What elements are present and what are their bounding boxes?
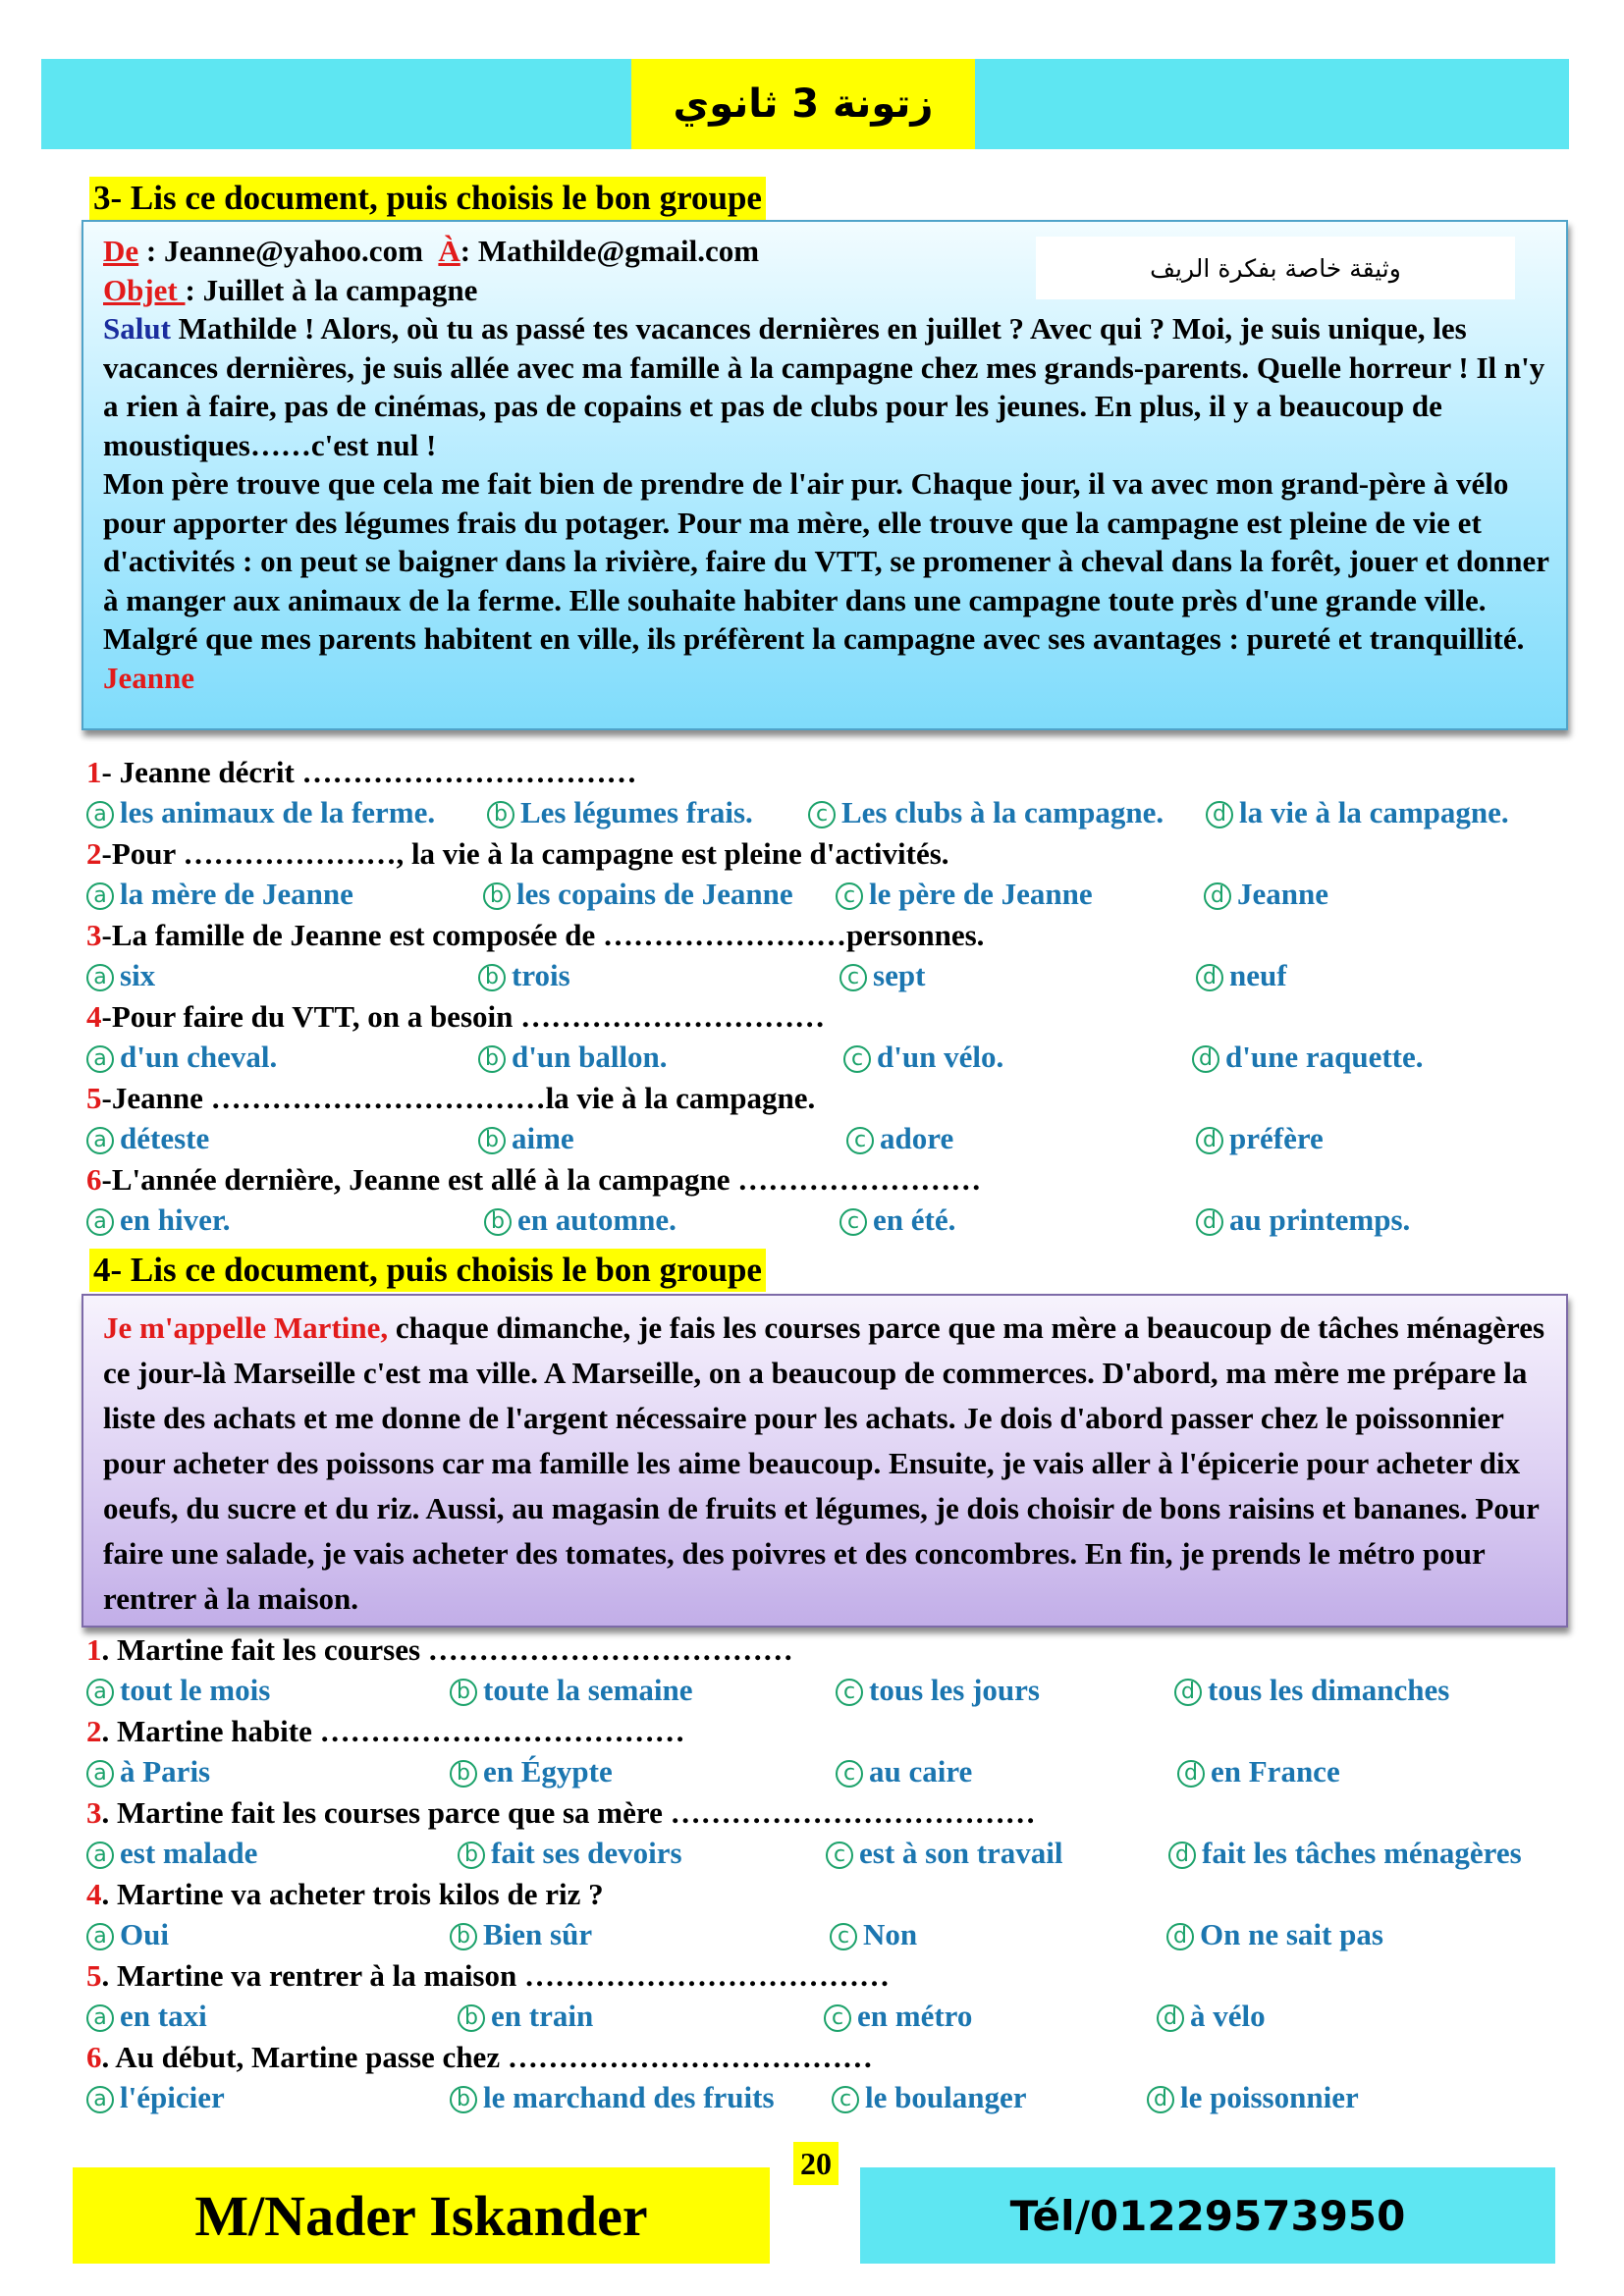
option-d[interactable]: d le poissonnier <box>1147 2080 1359 2115</box>
option-c[interactable]: c au caire <box>836 1754 972 1789</box>
option-d[interactable]: d neuf <box>1196 958 1287 993</box>
email-subject-line <box>103 271 1551 310</box>
option-c[interactable]: c le boulanger <box>832 2080 1026 2115</box>
question: 6. Au début, Martine passe chez ……………………………… <box>86 2040 873 2074</box>
martine-intro: Je m'appelle Martine, <box>103 1310 389 1345</box>
option-b[interactable]: b Bien sûr <box>450 1917 592 1952</box>
option-circle-icon: d <box>1192 1045 1219 1073</box>
email-document <box>81 220 1568 730</box>
option-circle-icon: b <box>450 2086 477 2113</box>
to-value: : Mathilde@gmail.com <box>460 234 760 268</box>
option-a[interactable]: a tout le mois <box>86 1673 270 1708</box>
option-a[interactable]: a à Paris <box>86 1754 210 1789</box>
signature: Jeanne <box>103 660 194 695</box>
option-circle-icon: c <box>839 964 867 991</box>
option-circle-icon: c <box>836 882 863 910</box>
option-circle-icon: d <box>1168 1842 1196 1869</box>
option-circle-icon: c <box>824 2004 851 2032</box>
option-circle-icon: b <box>450 1760 477 1788</box>
option-circle-icon: b <box>458 1842 485 1869</box>
option-d[interactable]: d la vie à la campagne. <box>1206 795 1509 830</box>
email-body-1: Mathilde ! Alors, où tu as passé tes vacances dernières en juillet ? Avec qui ? Moi, je suis unique, les vacances dernières, je suis allée avec ma famille à la campagne chez mes grands-parents. Quelle horreur ! Il n'y a rien à faire, pas de cinémas, pas de copains et pas de clubs pour les jeunes. En plus, il y a beaucoup de moustiques……c'est nul ! <box>103 311 1545 462</box>
option-circle-icon: a <box>86 1208 114 1236</box>
martine-text <box>103 1306 1551 1622</box>
option-circle-icon: d <box>1204 882 1231 910</box>
email-paragraph-1 <box>103 309 1551 464</box>
option-circle-icon: c <box>836 1679 863 1706</box>
option-a[interactable]: a en hiver. <box>86 1202 231 1238</box>
option-circle-icon: b <box>478 1127 506 1154</box>
option-circle-icon: a <box>86 801 114 828</box>
email-from-line <box>103 232 1551 271</box>
option-b[interactable]: b fait ses devoirs <box>458 1836 682 1871</box>
option-circle-icon: a <box>86 1045 114 1073</box>
option-d[interactable]: d à vélo <box>1157 1999 1266 2034</box>
footer-author: M/Nader Iskander <box>73 2167 770 2264</box>
option-c[interactable]: c sept <box>839 958 925 993</box>
option-circle-icon: b <box>478 964 506 991</box>
option-circle-icon: a <box>86 1679 114 1706</box>
email-paragraph-2 <box>103 464 1551 697</box>
from-label: De <box>103 234 139 268</box>
from-value: : Jeanne@yahoo.com <box>138 234 423 268</box>
option-d[interactable]: d fait les tâches ménagères <box>1168 1836 1522 1871</box>
option-circle-icon: c <box>826 1842 853 1869</box>
option-circle-icon: b <box>483 882 511 910</box>
question: 3-La famille de Jeanne est composée de ……………………personnes. <box>86 918 985 952</box>
option-circle-icon: a <box>86 2004 114 2032</box>
question: 1. Martine fait les courses ……………………………… <box>86 1632 793 1667</box>
option-b[interactable]: b Les légumes frais. <box>487 795 753 830</box>
option-c[interactable]: c Non <box>830 1917 917 1952</box>
option-d[interactable]: d Jeanne <box>1204 877 1328 912</box>
option-circle-icon: c <box>832 2086 859 2113</box>
question: 4. Martine va acheter trois kilos de riz ? <box>86 1877 604 1911</box>
option-a[interactable]: a est malade <box>86 1836 257 1871</box>
option-circle-icon: c <box>830 1923 857 1950</box>
option-d[interactable]: d tous les dimanches <box>1174 1673 1449 1708</box>
option-a[interactable]: a la mère de Jeanne <box>86 877 353 912</box>
option-d[interactable]: d en France <box>1177 1754 1340 1789</box>
option-circle-icon: b <box>478 1045 506 1073</box>
option-c[interactable]: c le père de Jeanne <box>836 877 1093 912</box>
question: 5. Martine va rentrer à la maison ……………………………… <box>86 1958 890 1993</box>
option-b[interactable]: b le marchand des fruits <box>450 2080 775 2115</box>
question: 1- Jeanne décrit …………………………… <box>86 755 637 789</box>
option-circle-icon: d <box>1157 2004 1184 2032</box>
to-label: À <box>438 234 460 268</box>
option-circle-icon: b <box>450 1679 477 1706</box>
option-circle-icon: b <box>487 801 514 828</box>
email-body-2: Mon père trouve que cela me fait bien de prendre de l'air pur. Chaque jour, il va avec mon grand-père à vélo pour apporter des légumes frais du potager. Pour ma mère, elle trouve que la campagne est pleine de vie et d'activités : on peut se baigner dans la rivière, faire du VTT, se promener à cheval dans la forêt, jouer et donner à manger aux animaux de la ferme. Elle souhaite habiter dans une campagne toute près d'une grande ville. Malgré que mes parents habitent en ville, ils préfèrent la campagne avec ses avantages : pureté et tranquillité. <box>103 466 1549 656</box>
option-b[interactable]: b d'un ballon. <box>478 1040 668 1075</box>
option-circle-icon: d <box>1147 2086 1174 2113</box>
question: 2-Pour …………………, la vie à la campagne est pleine d'activités. <box>86 836 949 871</box>
option-a[interactable]: a Oui <box>86 1917 169 1952</box>
page-number: 20 <box>793 2142 839 2185</box>
option-circle-icon: d <box>1196 964 1223 991</box>
question: 2. Martine habite ……………………………… <box>86 1714 685 1748</box>
option-circle-icon: c <box>808 801 836 828</box>
section-3-title: 3- Lis ce document, puis choisis le bon groupe <box>89 177 766 220</box>
option-circle-icon: d <box>1206 801 1233 828</box>
option-b[interactable]: b toute la semaine <box>450 1673 693 1708</box>
option-a[interactable]: a les animaux de la ferme. <box>86 795 435 830</box>
option-d[interactable]: d d'une raquette. <box>1192 1040 1424 1075</box>
option-b[interactable]: b en Égypte <box>450 1754 613 1789</box>
option-circle-icon: a <box>86 1760 114 1788</box>
option-c[interactable]: c tous les jours <box>836 1673 1040 1708</box>
question: 4-Pour faire du VTT, on a besoin ………………………… <box>86 999 826 1034</box>
option-c[interactable]: c d'un vélo. <box>843 1040 1003 1075</box>
option-c[interactable]: c est à son travail <box>826 1836 1063 1871</box>
option-circle-icon: a <box>86 964 114 991</box>
option-circle-icon: d <box>1196 1208 1223 1236</box>
option-d[interactable]: d au printemps. <box>1196 1202 1410 1238</box>
option-b[interactable]: b les copains de Jeanne <box>483 877 793 912</box>
subject-value: : Juillet à la campagne <box>185 272 478 307</box>
greeting: Salut <box>103 311 171 346</box>
email-text <box>103 232 1551 697</box>
option-circle-icon: a <box>86 882 114 910</box>
option-c[interactable]: c adore <box>846 1121 953 1156</box>
option-a[interactable]: a d'un cheval. <box>86 1040 277 1075</box>
option-a[interactable]: a en taxi <box>86 1999 207 2034</box>
section-4-title: 4- Lis ce document, puis choisis le bon groupe <box>89 1249 766 1292</box>
option-circle-icon: c <box>836 1760 863 1788</box>
option-a[interactable]: a déteste <box>86 1121 209 1156</box>
option-c[interactable]: c en métro <box>824 1999 972 2034</box>
question: 3. Martine fait les courses parce que sa mère ……………………………… <box>86 1795 1036 1830</box>
option-circle-icon: c <box>839 1208 867 1236</box>
option-circle-icon: b <box>450 1923 477 1950</box>
martine-body: chaque dimanche, je fais les courses parce que ma mère a beaucoup de tâches ménagères ce jour-là Marseille c'est ma ville. A Marseille, on a beaucoup de commerces. D'abord, ma mère me prépare la liste des achats et me donne de l'argent nécessaire pour les achats. Je dois d'abord passer chez le poissonnier pour acheter des poissons car ma famille les aime beaucoup. Ensuite, je vais aller à l'épicerie pour acheter dix oeufs, du sucre et du riz. Aussi, au magasin de fruits et légumes, je dois choisir de bons raisins et bananes. Pour faire une salade, je vais acheter des tomates, des poivres et des concombres. En fin, je prends le métro pour rentrer à la maison. <box>103 1310 1545 1616</box>
option-circle-icon: a <box>86 1842 114 1869</box>
option-b[interactable]: b en automne. <box>484 1202 677 1238</box>
header-title: زتونة 3 ثانوي <box>631 59 975 149</box>
arabic-note: وثيقة خاصة بفكرة الريف <box>1036 237 1515 299</box>
option-circle-icon: d <box>1166 1923 1194 1950</box>
option-circle-icon: a <box>86 2086 114 2113</box>
subject-label: Objet <box>103 272 186 307</box>
martine-document <box>81 1294 1568 1628</box>
footer-phone: Tél/01229573950 <box>860 2167 1555 2264</box>
option-circle-icon: a <box>86 1923 114 1950</box>
option-d[interactable]: d préfère <box>1196 1121 1324 1156</box>
option-d[interactable]: d On ne sait pas <box>1166 1917 1383 1952</box>
option-c[interactable]: c Les clubs à la campagne. <box>808 795 1164 830</box>
option-c[interactable]: c en été. <box>839 1202 955 1238</box>
option-circle-icon: b <box>484 1208 512 1236</box>
option-a[interactable]: a l'épicier <box>86 2080 225 2115</box>
option-circle-icon: c <box>846 1127 874 1154</box>
option-b[interactable]: b aime <box>478 1121 574 1156</box>
question: 5-Jeanne ……………………………la vie à la campagne. <box>86 1081 816 1115</box>
option-circle-icon: d <box>1177 1760 1205 1788</box>
option-circle-icon: c <box>843 1045 871 1073</box>
option-circle-icon: a <box>86 1127 114 1154</box>
option-b[interactable]: b trois <box>478 958 570 993</box>
option-a[interactable]: a six <box>86 958 155 993</box>
question: 6-L'année dernière, Jeanne est allé à la campagne …………………… <box>86 1162 982 1197</box>
option-b[interactable]: b en train <box>458 1999 593 2034</box>
option-circle-icon: d <box>1174 1679 1202 1706</box>
option-circle-icon: d <box>1196 1127 1223 1154</box>
option-circle-icon: b <box>458 2004 485 2032</box>
